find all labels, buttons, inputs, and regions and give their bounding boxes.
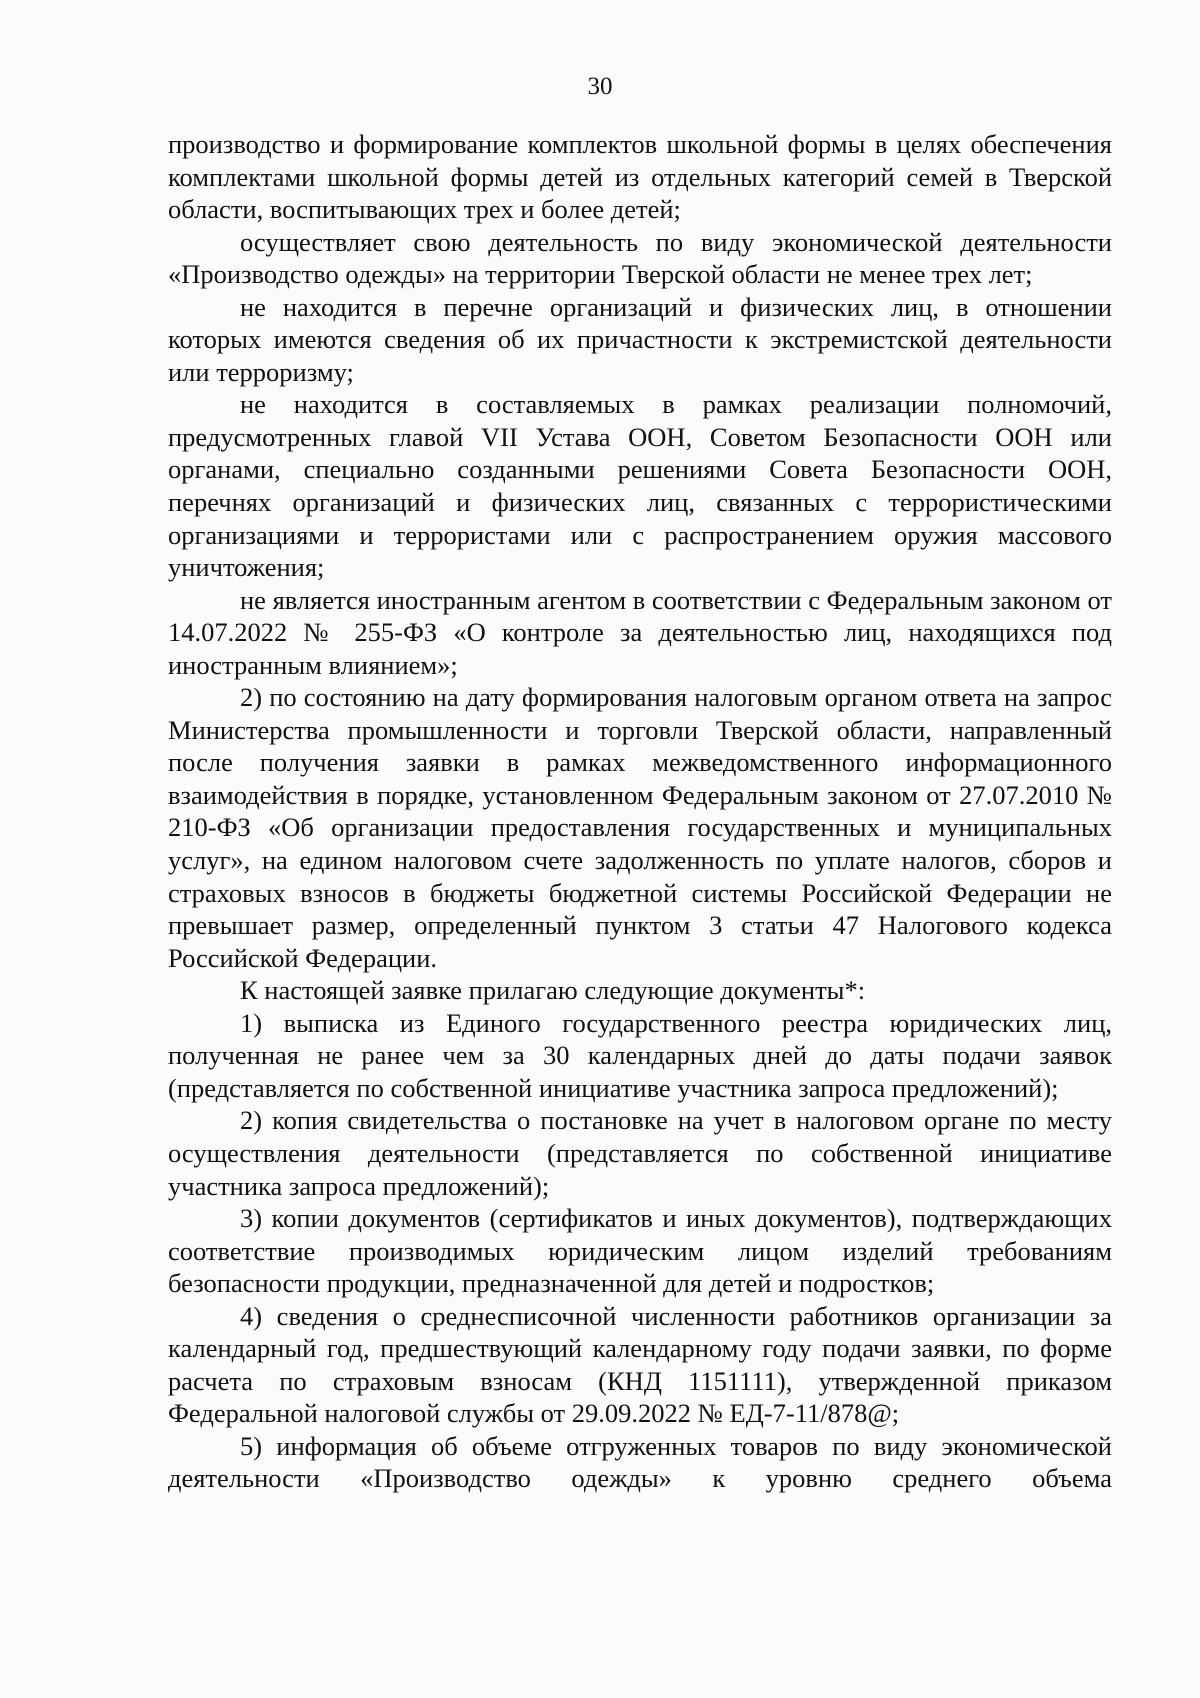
paragraph: 3) копии документов (сертификатов и иных документов), подтверждающих соответствие производимых юридическим лицом изделий требованиям безопасности продукции, предназначенной для детей и подростков; bbox=[168, 1203, 1112, 1299]
paragraph: 1) выписка из Единого государственного реестра юридических лиц, полученная не ранее чем за 30 календарных дней до даты подачи заявок (представляется по собственной инициативе участника запроса предложений); bbox=[168, 1007, 1112, 1103]
document-body bbox=[168, 128, 1112, 1495]
paragraph: 4) сведения о среднесписочной численности работников организации за календарный год, предшествующий календарному году подачи заявки, по форме расчета по страховым взносам (КНД 1151111), утвержденной приказом Федеральной налоговой службы от 29.09.2022 № ЕД-7-11/878@; bbox=[168, 1300, 1112, 1429]
paragraph: не является иностранным агентом в соответствии с Федеральным законом от 14.07.2022 № 255-ФЗ «О контроле за деятельностью лиц, находящихся под иностранным влиянием»; bbox=[168, 584, 1112, 680]
paragraph: 2) копия свидетельства о постановке на учет в налоговом органе по месту осуществления деятельности (представляется по собственной инициативе участника запроса предложений); bbox=[168, 1105, 1112, 1201]
page-number: 30 bbox=[587, 73, 613, 100]
paragraph: осуществляет свою деятельность по виду экономической деятельности «Производство одежды» на территории Тверской области не менее трех лет; bbox=[168, 226, 1112, 290]
paragraph: не находится в перечне организаций и физических лиц, в отношении которых имеются сведения об их причастности к экстремистской деятельности или терроризму; bbox=[168, 291, 1112, 387]
paragraph: К настоящей заявке прилагаю следующие документы*: bbox=[240, 975, 866, 1006]
paragraph: не находится в составляемых в рамках реализации полномочий, предусмотренных главой VII Устава ООН, Советом Безопасности ООН или органами, специально созданными решениями Совета Безопасности ООН, перечнях организаций и физических лиц, связанных с террористическими организациями и террористами или с распространением оружия массового уничтожения; bbox=[168, 389, 1112, 583]
paragraph: 2) по состоянию на дату формирования налоговым органом ответа на запрос Министерства промышленности и торговли Тверской области, направленный после получения заявки в рамках межведомственного информационного взаимодействия в порядке, установленном Федеральным законом от 27.07.2010 № 210-ФЗ «Об организации предоставления государственных и муниципальных услуг», на едином налоговом счете задолженность по уплате налогов, сборов и страховых взносов в бюджеты бюджетной системы Российской Федерации не превышает размер, определенный пунктом 3 статьи 47 Налогового кодекса Российской Федерации. bbox=[168, 682, 1112, 973]
paragraph: производство и формирование комплектов школьной формы в целях обеспечения комплектами школьной формы детей из отдельных категорий семей в Тверской области, воспитывающих трех и более детей; bbox=[168, 129, 1112, 225]
paragraph: 5) информация об объеме отгруженных товаров по виду экономической деятельности «Производство одежды» к уровню среднего объема bbox=[168, 1430, 1112, 1494]
